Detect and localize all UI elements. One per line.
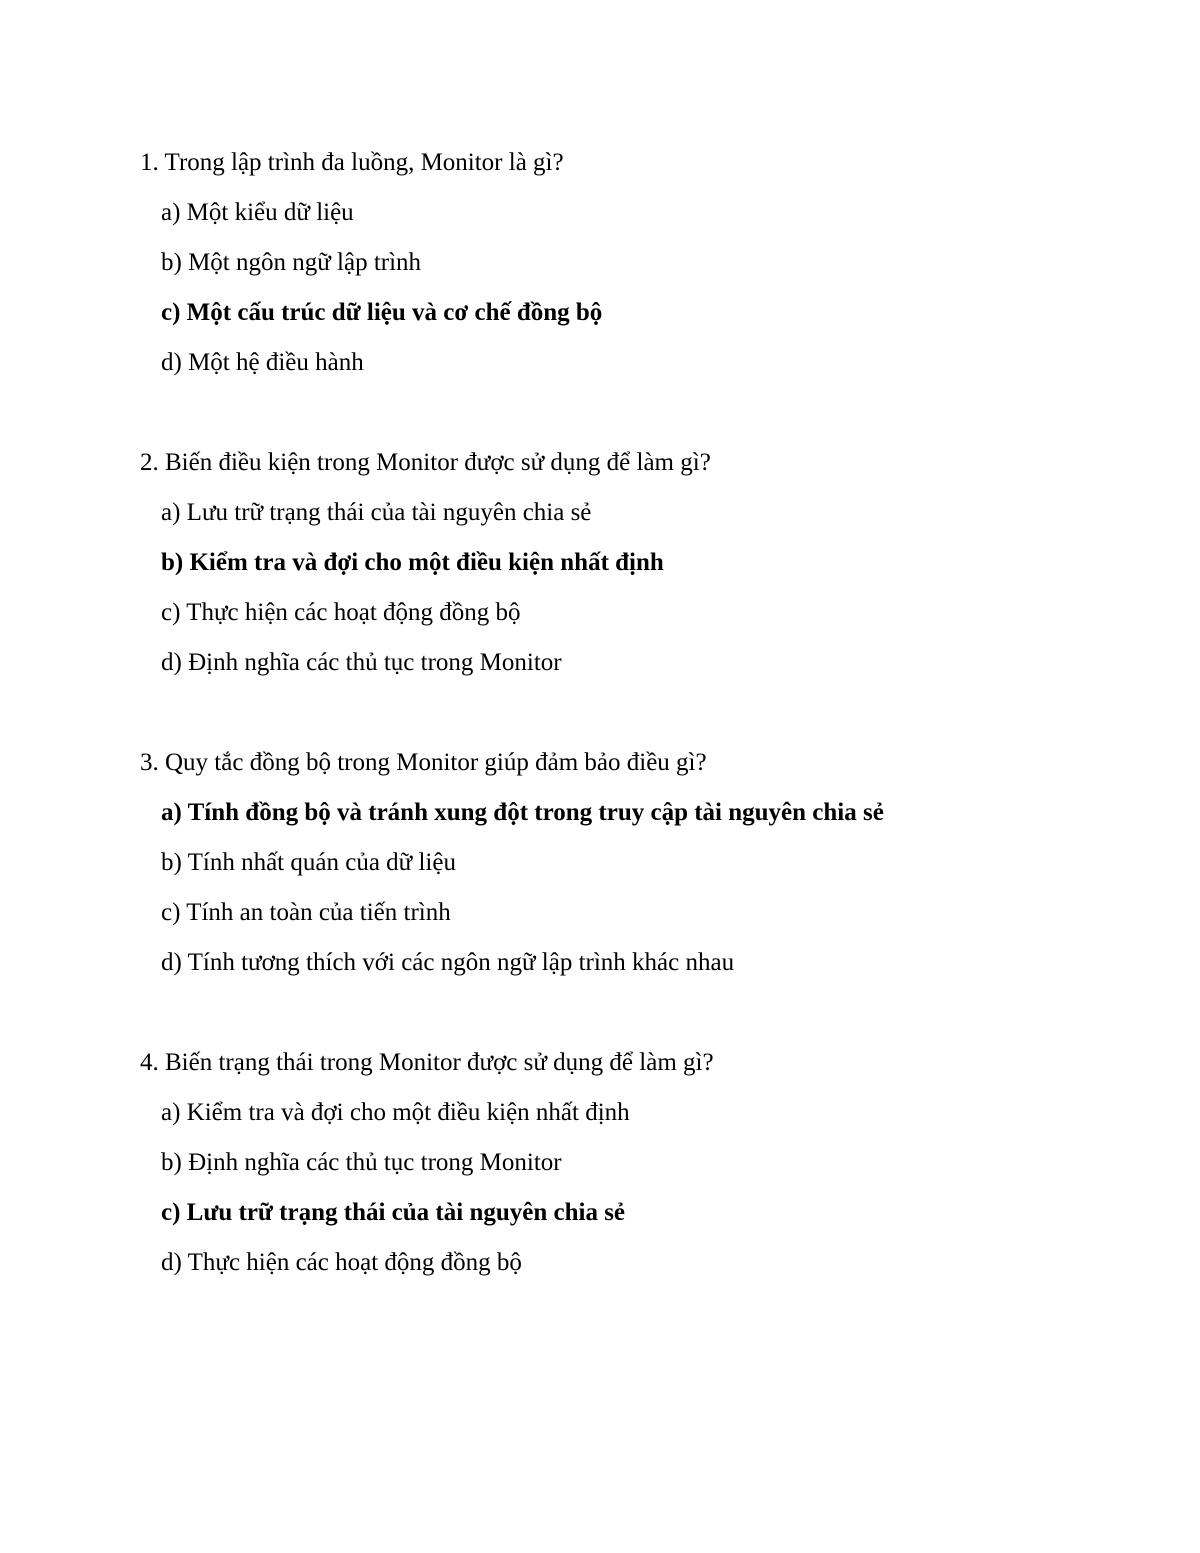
question-text: 2. Biến điều kiện trong Monitor được sử dụng để làm gì? [140,449,711,476]
option-d: d) Tính tương thích với các ngôn ngữ lập trình khác nhau [161,949,735,976]
option-b-correct: b) Kiểm tra và đợi cho một điều kiện nhất định [161,549,664,576]
option-b: b) Tính nhất quán của dữ liệu [161,849,456,876]
option-d: d) Một hệ điều hành [161,349,364,376]
option-b: b) Định nghĩa các thủ tục trong Monitor [161,1149,562,1176]
question-4 [140,1038,1200,1288]
question-text: 4. Biến trạng thái trong Monitor được sử dụng để làm gì? [140,1049,714,1076]
question-text: 3. Quy tắc đồng bộ trong Monitor giúp đảm bảo điều gì? [140,749,707,776]
option-d: d) Thực hiện các hoạt động đồng bộ [161,1249,522,1276]
option-c: c) Thực hiện các hoạt động đồng bộ [161,599,521,626]
option-d: d) Định nghĩa các thủ tục trong Monitor [161,649,562,676]
option-b: b) Một ngôn ngữ lập trình [161,249,422,276]
question-2 [140,438,1200,688]
option-a: a) Kiểm tra và đợi cho một điều kiện nhất định [161,1099,630,1126]
question-3 [140,738,1200,988]
question-1 [140,138,1200,388]
option-a: a) Một kiểu dữ liệu [161,199,354,226]
question-text: 1. Trong lập trình đa luồng, Monitor là gì? [140,149,564,176]
option-c-correct: c) Một cấu trúc dữ liệu và cơ chế đồng bộ [161,299,603,326]
option-c: c) Tính an toàn của tiến trình [161,899,451,926]
option-c-correct: c) Lưu trữ trạng thái của tài nguyên chia sẻ [161,1199,626,1226]
option-a: a) Lưu trữ trạng thái của tài nguyên chia sẻ [161,499,592,526]
option-a-correct: a) Tính đồng bộ và tránh xung đột trong truy cập tài nguyên chia sẻ [161,799,884,826]
